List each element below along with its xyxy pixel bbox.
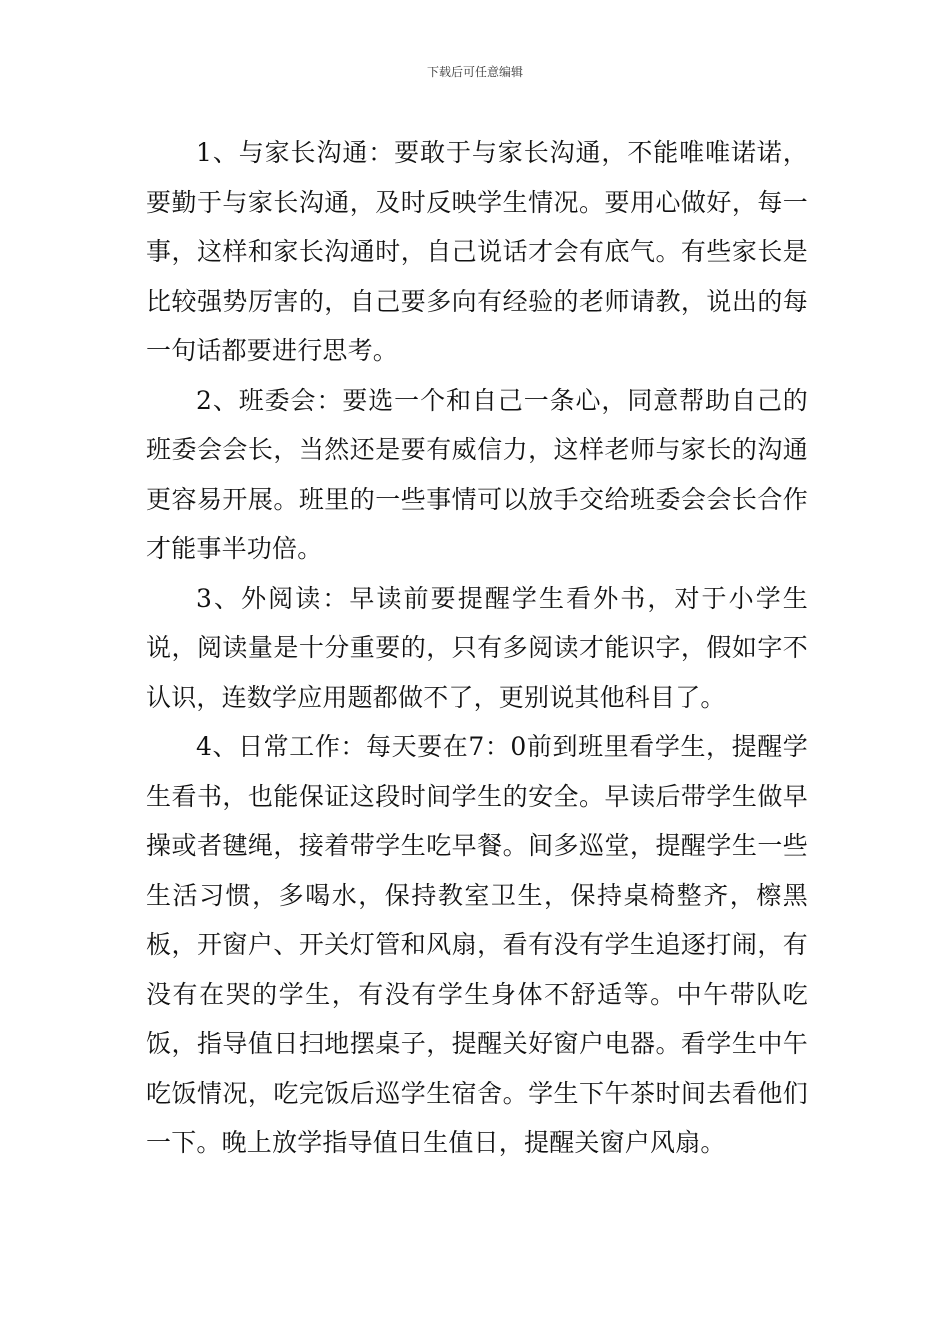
document-body	[146, 128, 808, 1168]
paragraph-class-committee: 2、班委会：要选一个和自己一条心，同意帮助自己的班委会会长，当然还是要有威信力，这样老师与家长的沟通更容易开展。班里的一些事情可以放手交给班委会会长合作才能事半功倍。	[146, 385, 808, 563]
paragraph-daily-work: 4、日常工作：每天要在7：0前到班里看学生，提醒学生看书，也能保证这段时间学生的安全。早读后带学生做早操或者毽绳，接着带学生吃早餐。间多巡堂，提醒学生一些生活习惯，多喝水，保持教室卫生，保持桌椅整齐，檫黑板，开窗户、开关灯管和风扇，看有没有学生追逐打闹，有没有在哭的学生，有没有学生身体不舒适等。中午带队吃饭，指导值日扫地摆桌子，提醒关好窗户电器。看学生中午吃饭情况，吃完饭后巡学生宿舍。学生下午茶时间去看他们一下。晚上放学指导值日生值日，提醒关窗户风扇。	[146, 732, 808, 1157]
paragraph-extra-reading: 3、外阅读：早读前要提醒学生看外书，对于小学生说，阅读量是十分重要的，只有多阅读才能识字，假如字不认识，连数学应用题都做不了，更别说其他科目了。	[146, 583, 808, 712]
paragraph-parent-communication: 1、与家长沟通：要敢于与家长沟通，不能唯唯诺诺，要勤于与家长沟通，及时反映学生情况。要用心做好，每一事，这样和家长沟通时，自己说话才会有底气。有些家长是比较强势厉害的，自己要多向有经验的老师请教，说出的每一句话都要进行思考。	[146, 138, 808, 365]
page-header: 下载后可任意编辑	[426, 65, 523, 79]
